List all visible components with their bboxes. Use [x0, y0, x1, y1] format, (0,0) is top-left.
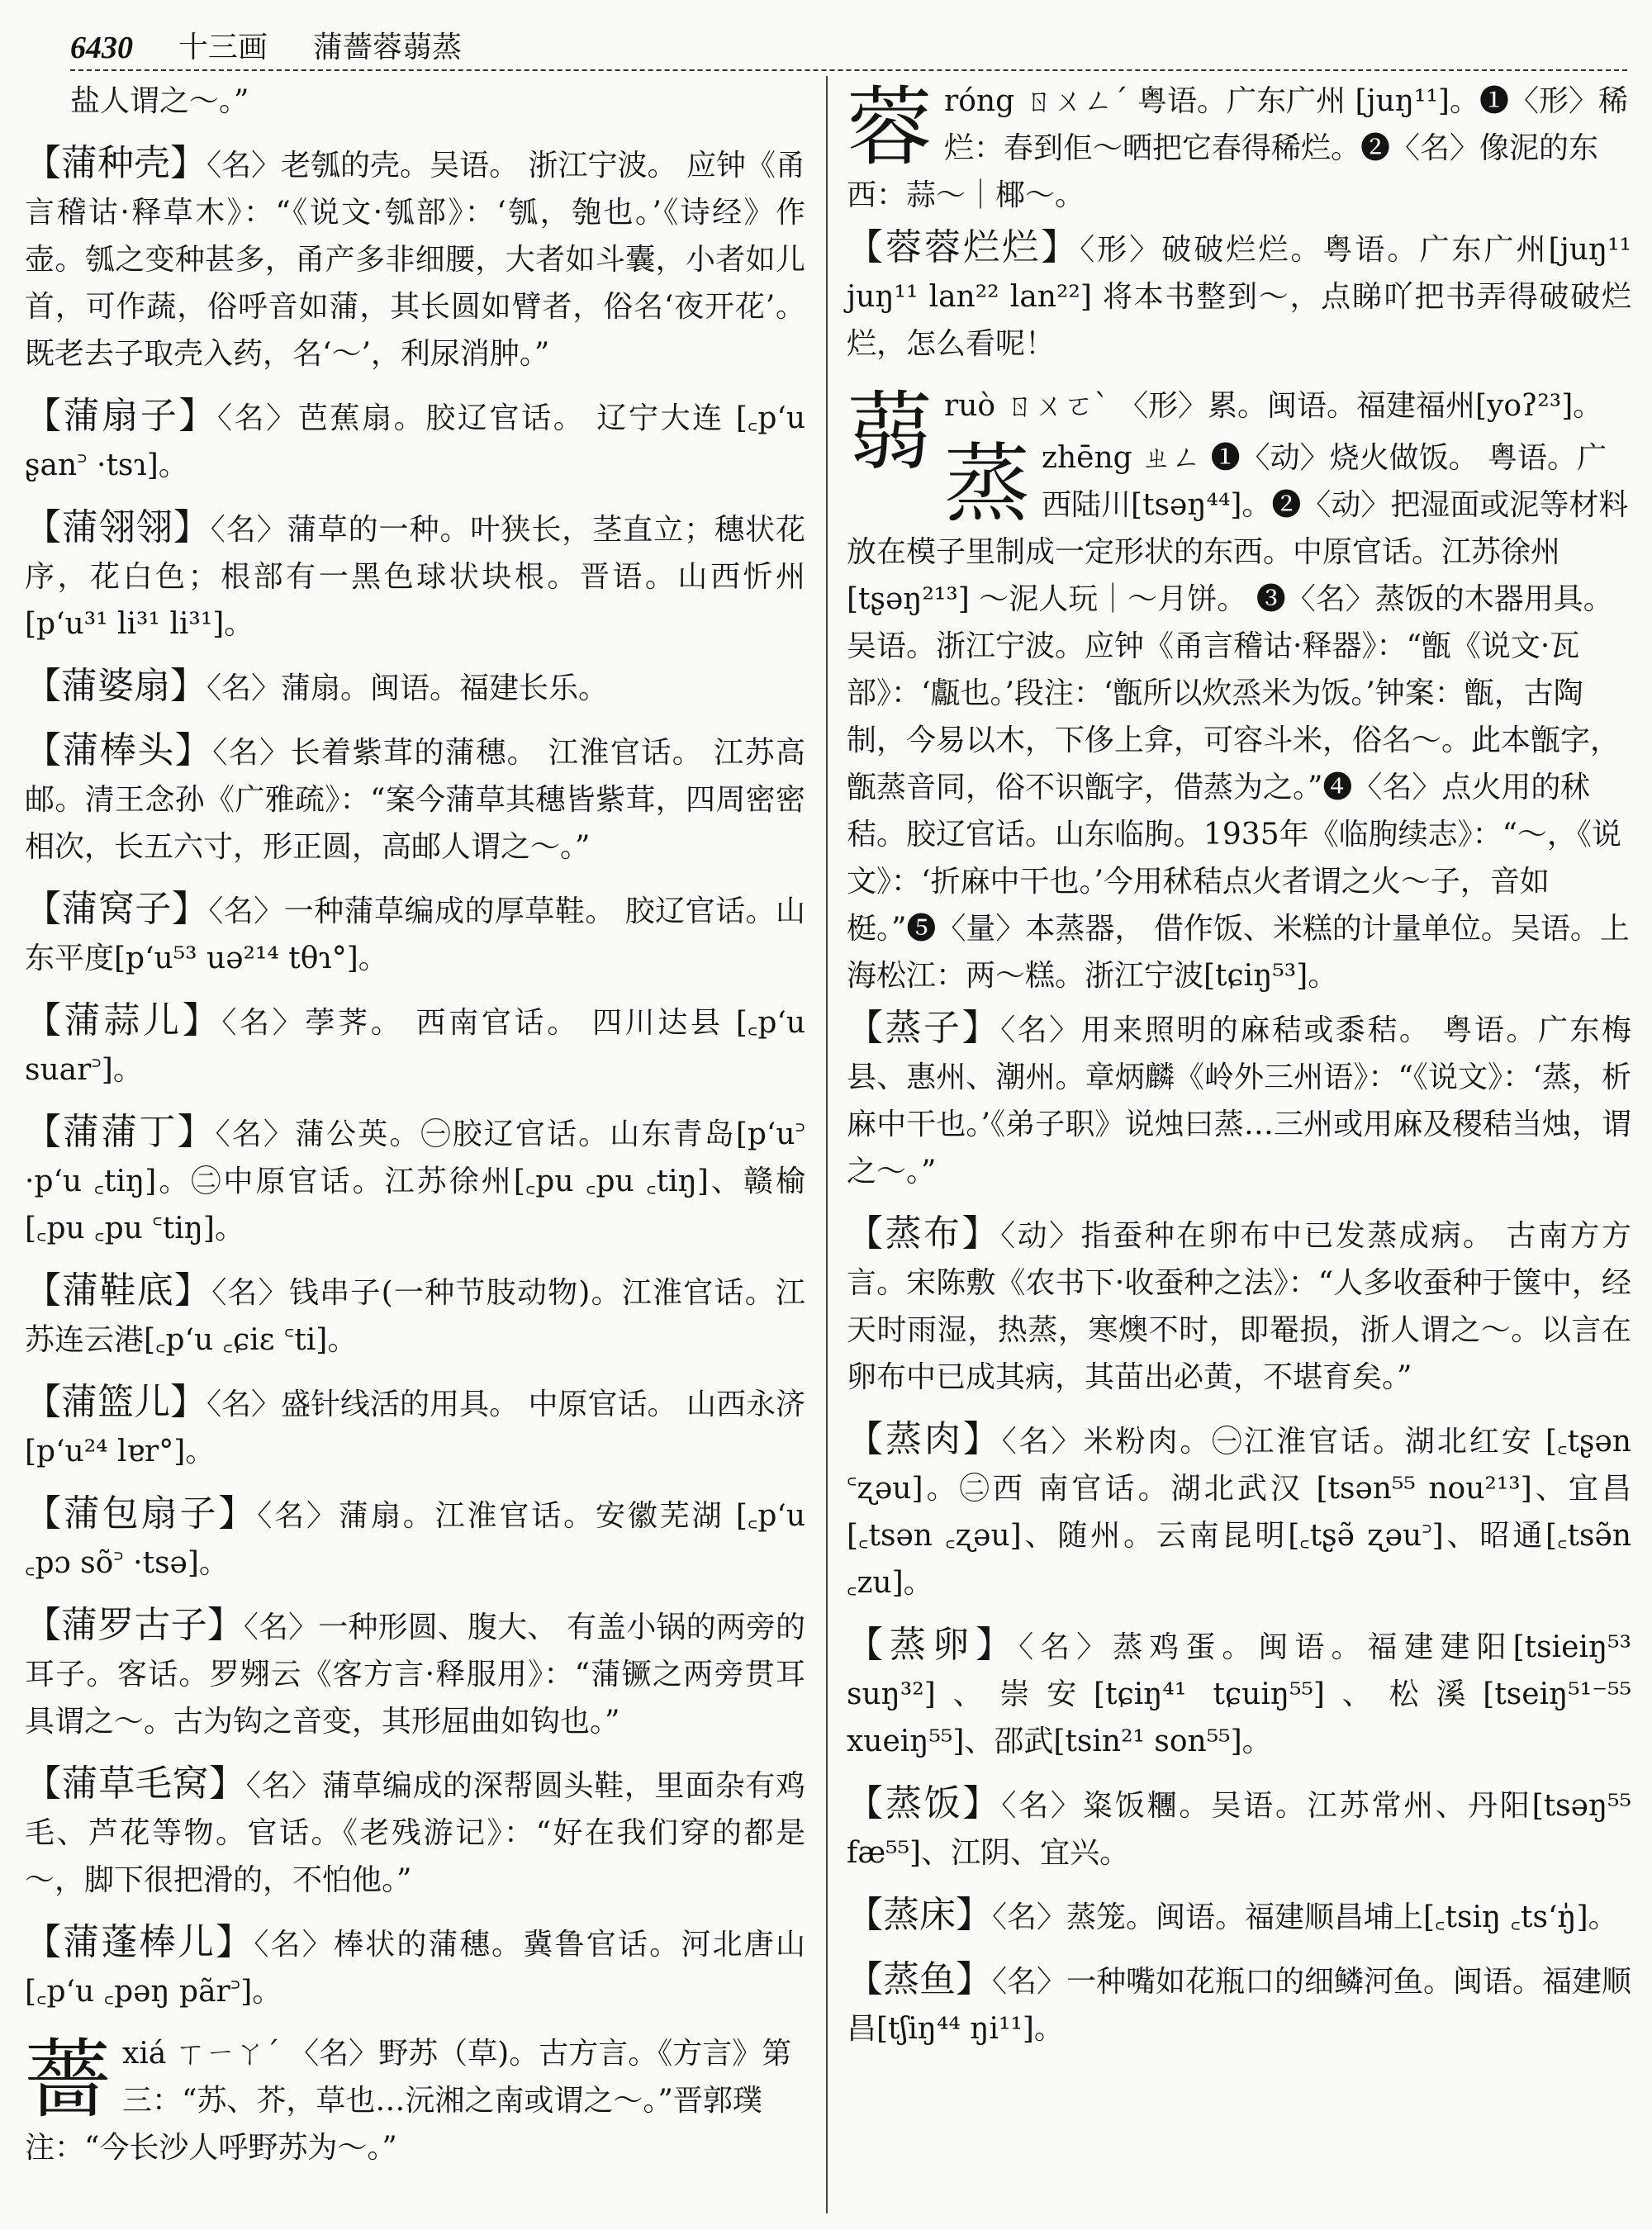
- entry-headword: 【蒲鞋底】: [25, 1269, 212, 1312]
- character-entry: [25, 2030, 805, 2171]
- character-definition: ruò ㄖㄨㄛˋ 〈形〉累。闽语。福建福州[yoʔ²³]。: [944, 389, 1603, 423]
- entry-definition: 〈名〉老瓠的壳。吴语。 浙江宁波。 应钟《甬言稽诂·释草木》：“《说文·瓠部》：‘瓠，匏也。’《诗经》作壶。瓠之变种甚多，甬产多非细腰，大者如斗囊，小者如儿首，可作蔬，俗呼音如蒲，其长圆如臂者，俗名‘夜开花’。既老去子取壳入药，名‘～’，利尿消肿。”: [25, 149, 806, 371]
- entry-definition: 〈动〉指蚕种在卵布中已发蒸成病。 古南方方言。宋陈敷《农书下·收蚕种之法》：“人多收蚕种于箧中，经天时雨湿，热蒸，寒燠不时，即罨损，浙人谓之～。以言在卵布中已成其病，其苗出必黄，不堪育矣。”: [847, 1219, 1631, 1394]
- dictionary-entry: [847, 1956, 1631, 2052]
- page-number: 6430: [70, 31, 133, 65]
- character-entry: [847, 78, 1631, 219]
- head-character: 蓉: [847, 77, 933, 178]
- entry-headword: 【蒲蓬棒儿】: [25, 1921, 254, 1963]
- entry-headword: 【蒲篮儿】: [25, 1381, 207, 1423]
- entry-definition: 〈名〉一种嘴如花瓶口的细鳞河鱼。闽语。福建顺昌[tʃiŋ⁴⁴ ŋi¹¹]。: [847, 1965, 1632, 2046]
- dictionary-entry: [25, 1378, 805, 1475]
- entry-definition: 〈名〉盛针线活的用具。 中原官话。 山西永济[p‘u²⁴ lɐr°]。: [25, 1388, 806, 1468]
- entry-definition: 〈名〉一种形圆、腹大、 有盖小锅的两旁的耳子。客话。罗翙云《客方言·释服用》：“蒲镢之两旁贯耳具谓之～。古为钩之音变，其形屈曲如钩也。”: [25, 1611, 805, 1739]
- character-definition: xiá ㄒㄧㄚˊ 〈名〉野苏（草)。古方言。《方言》第三：“苏、芥，草也…沅湘之南或谓之～。”晋郭璞注：“今长沙人呼野苏为～。”: [25, 2037, 792, 2165]
- character-definition: zhēng ㄓㄥ ❶〈动〉烧火做饭。 粤语。广西陆川[tsəŋ⁴⁴]。❷〈动〉把湿面或泥等材料放在模子里制成一定形状的东西。中原官话。江苏徐州 [tʂəŋ²¹³] ～泥人玩｜～月饼。 ❸〈名〉蒸饭的木器用具。吴语。浙江宁波。应钟《甬言稽诂·释器》：“甑《说文·瓦部》：‘甗也。’段注：‘甑所以炊烝米为饭。’钟案：甑，古陶制，今易以木，下侈上弇，可容斗米，俗名～。此本甑字，甑蒸音同，俗不识甑字，借蒸为之。”❹〈名〉点火用的秫秸。胶辽官话。山东临朐。1935年《临朐续志》：“～，《说文》：‘折麻中干也。’今用秫秸点火者谓之火～子，音如梃。”❺〈量〉本蒸器， 借作饭、米糕的计量单位。吴语。上海松江：两～糕。浙江宁波[tɕiŋ⁵³]。: [847, 441, 1630, 993]
- dictionary-entry: [25, 997, 805, 1094]
- entry-definition: 〈名〉蒲扇。江淮官话。安徽芜湖 [꜀p‘u ꜀pɔ sõ꜄ ·tsə]。: [25, 1499, 806, 1580]
- entry-headword: 【蒲婆扇】: [25, 665, 206, 707]
- dictionary-entry: [25, 727, 805, 871]
- dictionary-entry: [25, 1760, 805, 1904]
- right-column: [847, 78, 1631, 2067]
- dictionary-entry: [847, 224, 1631, 368]
- dictionary-entry: [847, 1891, 1631, 1941]
- dictionary-entry: [25, 392, 805, 489]
- entry-definition: 〈名〉蒲草编成的深帮圆头鞋，里面杂有鸡毛、芦花等物。官话。《老残游记》：“好在我们穿的都是～，脚下很把滑的，不怕他。”: [25, 1769, 805, 1897]
- continued-text: 盐人谓之～。”: [70, 84, 249, 118]
- entry-headword: 【蒸布】: [847, 1212, 1001, 1255]
- entry-headword: 【蒸饭】: [847, 1782, 1002, 1824]
- entry-definition: 〈名〉蒸鸡蛋。闽语。福建建阳[tsieiŋ⁵³ suŋ³²]、崇安[tɕiŋ⁴¹ tɕuiŋ⁵⁵]、松溪[tseiŋ⁵¹⁻⁵⁵ xueiŋ⁵⁵]、邵武[tsin²¹ son⁵⁵]。: [847, 1630, 1631, 1758]
- entry-headword: 【蒸子】: [847, 1007, 1001, 1049]
- page-header: [70, 15, 1607, 66]
- entry-definition: 〈名〉蒲草的一种。叶狭长，茎直立；穗状花序，花白色；根部有一黑色球状块根。晋语。山西忻州[p‘u³¹ li³¹ li³¹]。: [25, 513, 805, 641]
- dictionary-entry: [25, 1490, 805, 1587]
- entry-definition: 〈名〉粢饭糰。吴语。江苏常州、丹阳[tsəŋ⁵⁵ fæ⁵⁵]、江阴、宜兴。: [847, 1789, 1632, 1870]
- entry-definition: 〈名〉蒲扇。闽语。福建长乐。: [206, 671, 609, 705]
- entry-definition: 〈形〉破破烂烂。粤语。广东广州[juŋ¹¹ juŋ¹¹ lan²² lan²²] 将本书整到～，点睇吖把书弄得破破烂烂，怎么看呢！: [847, 233, 1631, 361]
- entry-definition: 〈名〉荸荠。 西南官话。 四川达县 [꜀p‘u suar꜄]。: [25, 1006, 805, 1087]
- dictionary-entry: [847, 1210, 1631, 1401]
- dictionary-entry: [847, 1416, 1631, 1606]
- entry-headword: 【蒲扇子】: [25, 395, 218, 437]
- dictionary-entry: [847, 1780, 1631, 1877]
- entry-definition: 〈名〉蒲公英。㊀胶辽官话。山东青岛[p‘u꜄ ·p‘u ꜀tiŋ]。㊁中原官话。江苏徐州[꜀pu ꜀pu ꜀tiŋ]、赣榆[꜀pu ꜀pu ꜂tiŋ]。: [25, 1117, 805, 1245]
- entry-headword: 【蒲翎翎】: [25, 506, 211, 548]
- entry-definition: 〈名〉一种蒲草编成的厚草鞋。 胶辽官话。山东平度[p‘u⁵³ uə²¹⁴ tθɿ°]。: [25, 894, 805, 975]
- header-characters: 蒲薔蓉蒻蒸: [313, 31, 463, 64]
- entry-headword: 【蒲草毛窝】: [25, 1763, 246, 1805]
- entry-headword: 【蒲棒头】: [25, 729, 213, 771]
- entry-definition: 〈名〉芭蕉扇。胶辽官话。 辽宁大连 [꜀p‘u ʂan꜄ ·tsɿ]。: [25, 401, 806, 482]
- head-character: 薔: [25, 2029, 112, 2130]
- entry-headword: 【蒸卵】: [847, 1624, 1019, 1666]
- entry-headword: 【蒸鱼】: [847, 1958, 992, 2000]
- entry-definition: 〈名〉用来照明的麻秸或黍秸。 粤语。广东梅县、惠州、潮州。章炳麟《岭外三州语》：“《说文》：‘蒸，析麻中干也。’《弟子职》说烛曰蒸…三州或用麻及稷秸当烛，谓之～。”: [847, 1013, 1631, 1189]
- dictionary-entry: [25, 140, 805, 377]
- character-entry: [847, 434, 1631, 999]
- dictionary-entry: [25, 1267, 805, 1364]
- dictionary-entry: [847, 1621, 1631, 1765]
- entry-definition: 〈名〉钱串子(一种节肢动物)。江淮官话。江苏连云港[꜀p‘u ꜀ɕiɛ ꜂ti]。: [25, 1276, 806, 1357]
- entry-headword: 【蒸肉】: [847, 1418, 1002, 1460]
- left-column: [25, 78, 805, 2176]
- character-definition: róng ㄖㄨㄥˊ 粤语。广东广州 [juŋ¹¹]。❶〈形〉稀烂：春到佢～晒把它春得稀烂。❷〈名〉像泥的东西：蒜～｜椰～。: [847, 84, 1628, 212]
- entry-headword: 【蒲蒲丁】: [25, 1111, 216, 1153]
- entry-definition: 〈名〉蒸笼。闽语。福建顺昌埔上[꜀tsiŋ ꜀ts‘ŋ̍]。: [992, 1900, 1618, 1934]
- entry-headword: 【蒲包扇子】: [25, 1492, 258, 1535]
- entry-headword: 【蒲罗古子】: [25, 1604, 244, 1646]
- head-character: 蒸: [944, 434, 1031, 534]
- dictionary-entry: [25, 662, 805, 712]
- entry-headword: 【蓉蓉烂烂】: [847, 226, 1080, 268]
- dictionary-entry: [25, 1108, 805, 1252]
- entry-definition: 〈名〉棒状的蒲穗。冀鲁官话。河北唐山[꜀p‘u ꜀pəŋ pãr꜄]。: [25, 1928, 805, 2009]
- entry-headword: 【蒲蒜儿】: [25, 999, 222, 1041]
- entry-definition: 〈名〉长着紫茸的蒲穗。 江淮官话。 江苏高邮。清王念孙《广雅疏》：“案今蒲草其穗皆紫茸，四周密密相次，长五六寸，形正圆，高邮人谓之～。”: [25, 736, 806, 864]
- entry-definition: 〈名〉米粉肉。㊀江淮官话。湖北红安 [꜀tʂən ꜂ʐəu]。㊁西 南官话。湖北武汉 [tsən⁵⁵ nou²¹³]、宜昌[꜀tsən ꜀ʐəu]、随州。云南昆明[꜀tʂə̃ ʐəu꜄]、昭通[꜀tsə̃n ꜀zu]。: [847, 1425, 1631, 1600]
- dictionary-entry: [847, 1004, 1631, 1195]
- column-divider: [826, 76, 828, 2213]
- dictionary-entry: [25, 504, 805, 648]
- dictionary-entry: [25, 1919, 805, 2015]
- head-character: 蒻: [847, 382, 933, 482]
- dictionary-entry: [25, 885, 805, 982]
- entry-headword: 【蒲窝子】: [25, 888, 209, 930]
- stroke-section: 十三画: [178, 31, 268, 64]
- entry-headword: 【蒸床】: [847, 1894, 992, 1936]
- entry-headword: 【蒲种壳】: [25, 142, 207, 184]
- dictionary-entry: [25, 1601, 805, 1745]
